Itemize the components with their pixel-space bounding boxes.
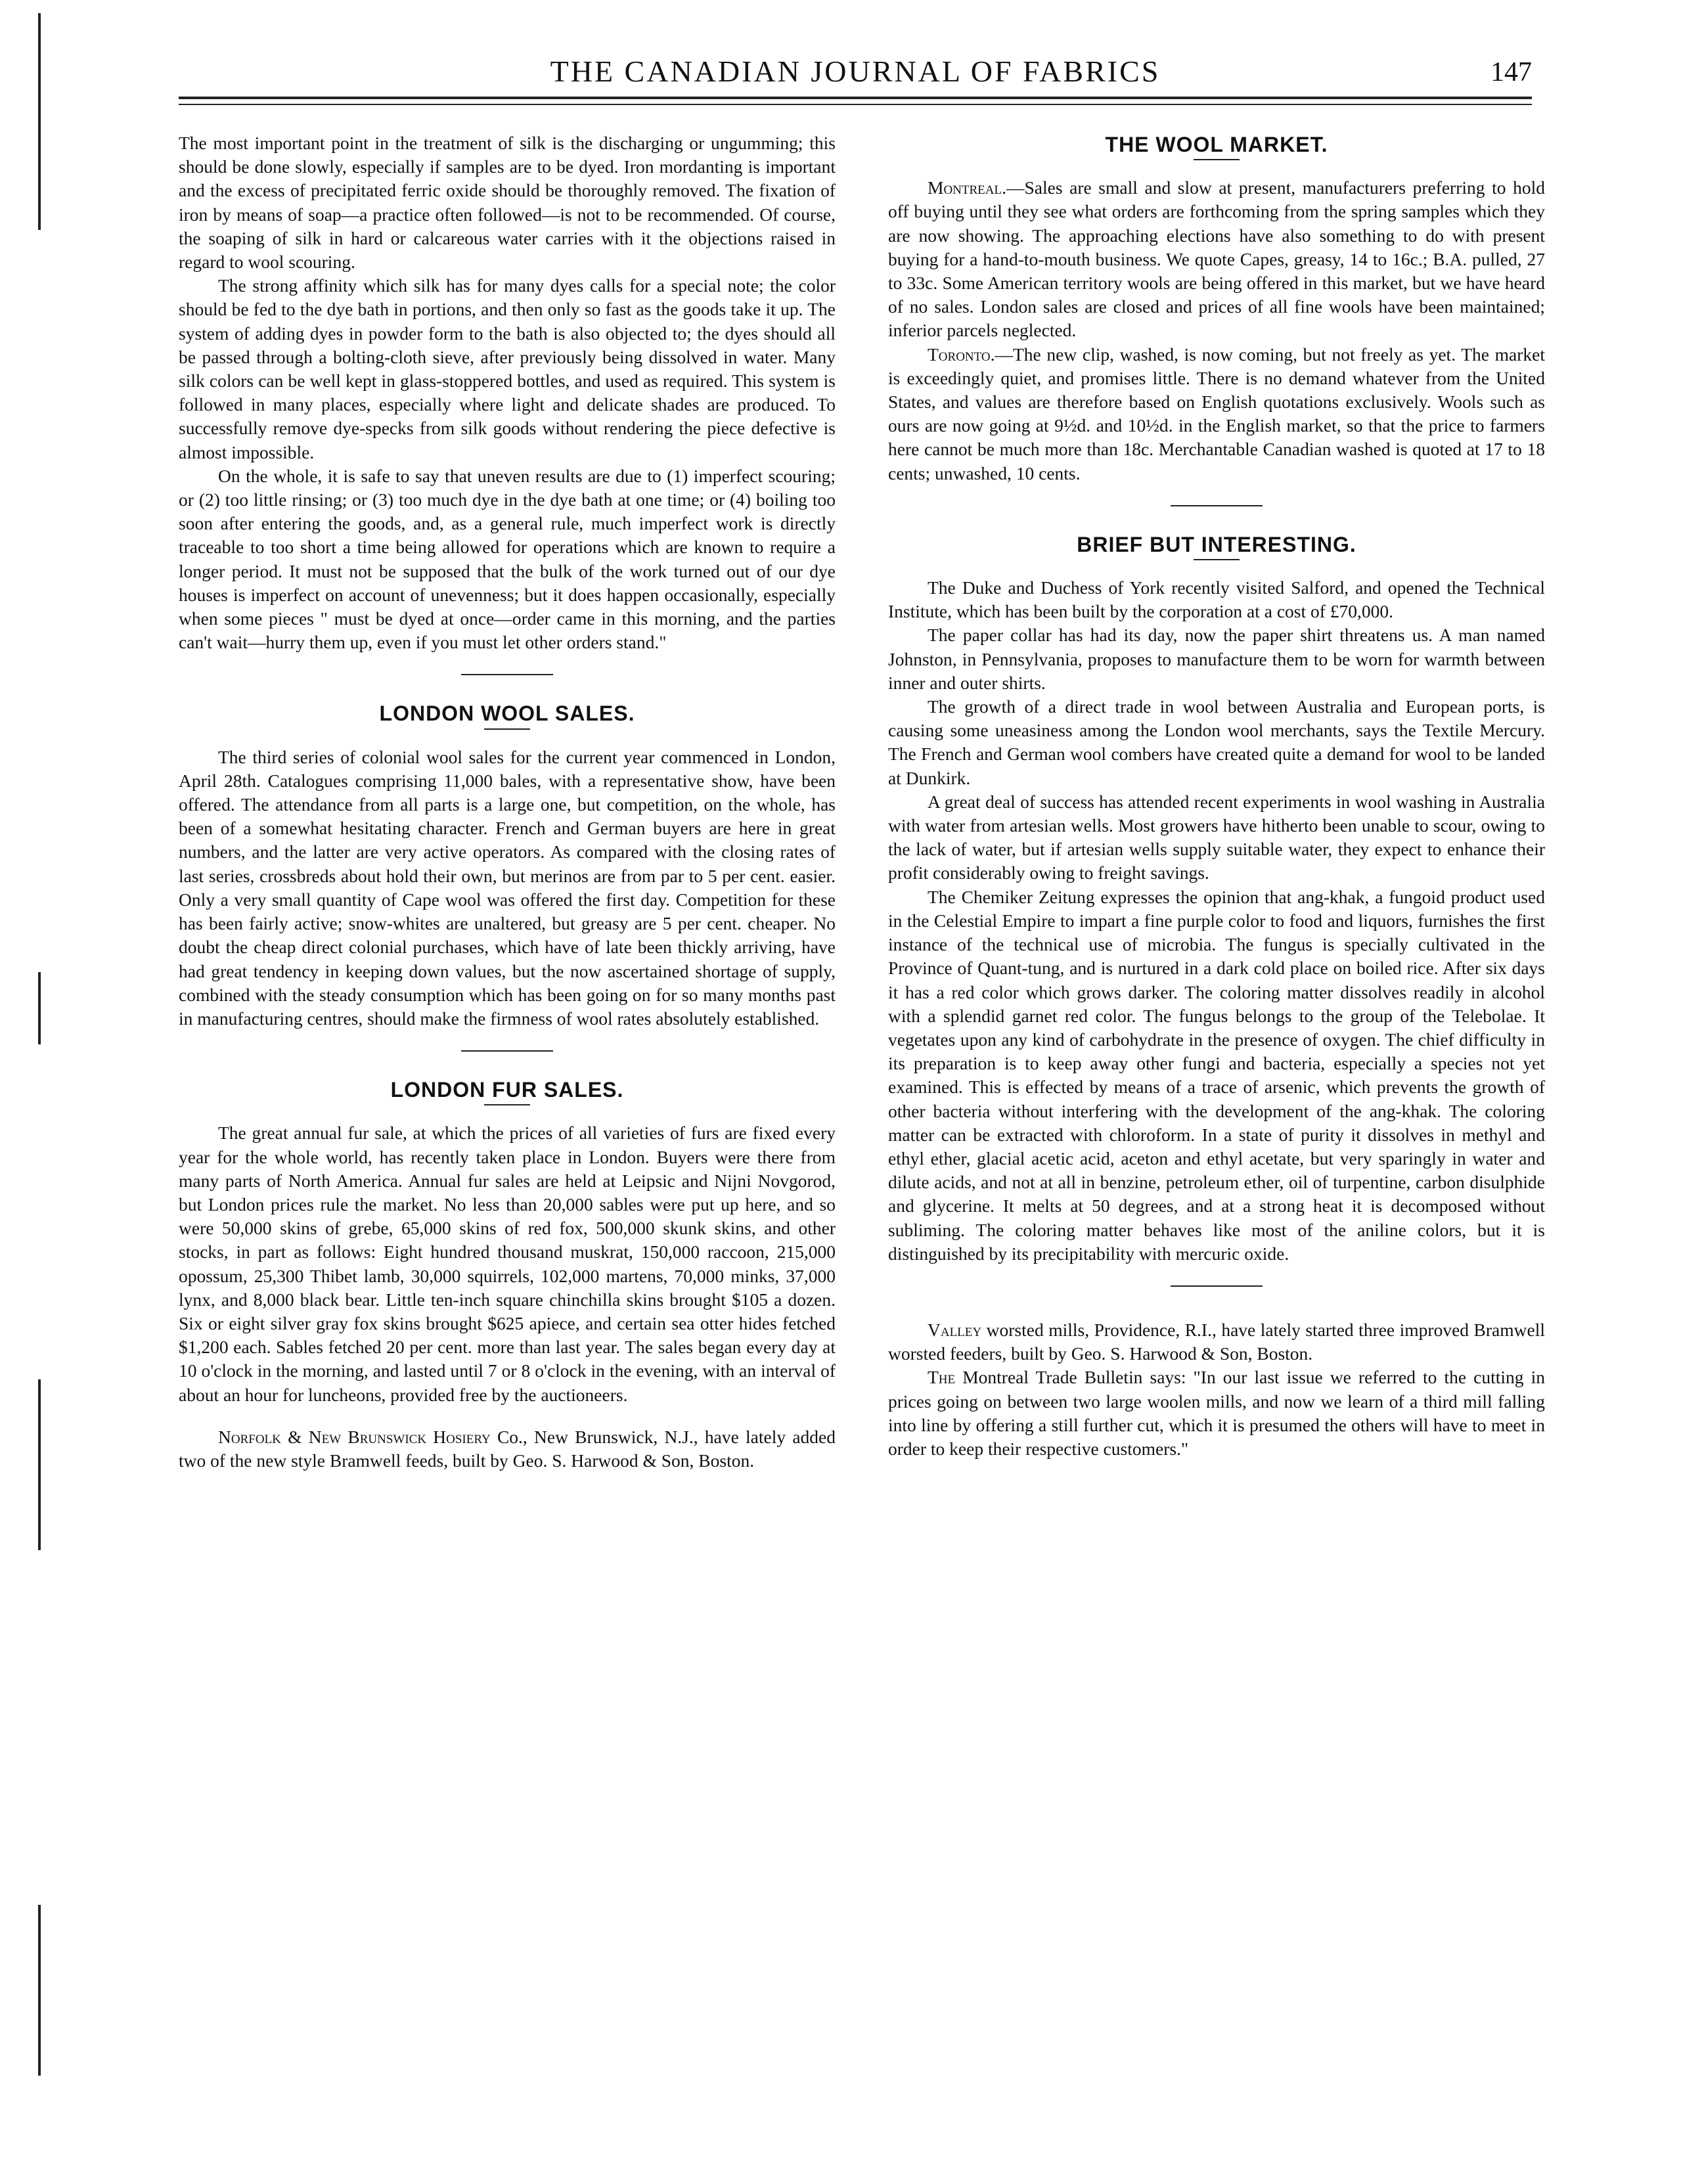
right-column [888, 131, 1545, 1461]
trade-bulletin-notice [888, 1366, 1545, 1461]
heading-underline [1194, 159, 1240, 160]
norfolk-lead: Norfolk & New Brunswick Hosiery [218, 1426, 491, 1447]
section-separator [461, 674, 553, 675]
fur-sales-heading: LONDON FUR SALES. [390, 1078, 624, 1102]
wool-market-heading: THE WOOL MARKET. [1105, 133, 1328, 156]
brief-paragraph-paper-collar: The paper collar has had its day, now the paper shirt threatens us. A man named Johnston, in Pennsylvania, proposes to manufacture them to be worn for warmth between inner and outer shirts. [888, 625, 1545, 693]
toronto-text: —The new clip, washed, is now coming, but not freely as yet. The market is exceedingly quiet, and promises little. There is no demand whatever from the United States, and values are therefore based on English quotations exclusively. Wools such as ours are now going at 9½d. and 10½d. in the English market, so that the price to farmers here cannot be much more than 18c. Merchantable Canadian washed is quoted at 17 to 18 cents; unwashed, 10 cents. [888, 344, 1545, 483]
wool-sales-heading: LONDON WOOL SALES. [379, 702, 635, 726]
montreal-text: —Sales are small and slow at present, manufacturers preferring to hold off buying until they see what orders are forthcoming from the spring samples which they are now showing. The approaching elections have also something to do with present buying for a hand-to-mouth business. We quote Capes, greasy, 14 to 16c.; B.A. pulled, 27 to 33c. Some American territory wools are being offered in this market, but we have heard of no sales. London sales are closed and prices of all fine wools have been maintained; inferior parcels neglected. [888, 177, 1545, 341]
header-rule-thick [179, 97, 1532, 99]
valley-notice [888, 1318, 1545, 1366]
heading-underline [1194, 559, 1240, 560]
silk-paragraph-2: The strong affinity which silk has for many dyes calls for a special note; the color should be fed to the dye bath in portions, and then only so fast as the goods take it up. The system of adding dyes in powder form to the bath is also objected to; the dyes should all be passed through a bolting-cloth sieve, after previously being dissolved in water. Many silk colors can be well kept in glass-stoppered bottles, and used as required. This system is followed in many places, especially where light and delicate shades are produced. To successfully remove dye-specks from silk goods without rendering the piece defective is almost impossible. [179, 275, 836, 462]
silk-paragraph-1: The most important point in the treatment of silk is the discharging or ungumming; this should be done slowly, especially if samples are to be dyed. Iron mordanting is important and the excess of precipitated ferric oxide should be thoroughly removed. The fixation of iron by means of soap—a practice often followed—is not to be recommended. Of course, the soaping of silk in hard or calcareous water carries with it the objections raised in regard to wool scouring. [179, 133, 836, 273]
section-separator [461, 1050, 553, 1052]
brief-paragraph-wool-trade: The growth of a direct trade in wool between Australia and European ports, is causing some uneasiness among the London wool merchants, says the Textile Mercury. The French and German wool combers have created quite a demand for wool to be landed at Dunkirk. [888, 696, 1545, 788]
heading-underline [484, 1104, 530, 1105]
silk-paragraph-3: On the whole, it is safe to say that uneven results are due to (1) imperfect scouring; or (2) too little rinsing; or (3) too much dye in the dye bath at one time; or (4) boiling too soon after entering the goods, and, as a general rule, much imperfect work is directly traceable to too short a time being allowed for operations which are known to require a longer period. It must not be supposed that the bulk of the work turned out of our dye houses is imperfect on account of unevenness; but it does happen occasionally, especially when some pieces " must be dyed at once—order came in this morning, and the parties can't wait—hurry them up, even if you must let other orders stand." [179, 465, 836, 653]
toronto-paragraph [888, 343, 1545, 485]
toronto-lead: Toronto. [928, 344, 995, 365]
page-header [179, 54, 1532, 100]
brief-heading: BRIEF BUT INTERESTING. [1077, 532, 1356, 556]
brief-paragraph-ang-khak: The Chemiker Zeitung expresses the opinion that ang-khak, a fungoid product used in the Celestial Empire to impart a fine purple color to food and liquors, furnishes the first instance of the technical use of microbia. The fungus is specially cultivated in the Province of Quant-tung, and is nurtured in a dark cold place on boiled rice. After six days it has a red color which grows darker. The coloring matter dissolves readily in alcohol with a splendid garnet red color. The fungus belongs to the group of the Telebolae. It vegetates upon any kind of carbohydrate in the presence of oxygen. The chief difficulty in its preparation is to keep away other fungi and bacteria, especially a species not yet examined. This is effected by means of a trace of arsenic, which prevents the growth of other bacteria without interfering with the development of the ang-khak. The coloring matter can be extracted with chloroform. In a state of purity it dissolves in methyl and ethyl ether, glacial acetic acid, aceton and ethyl acetate, but very sparingly in water and dilute acids, and not at all in benzine, petroleum ether, oil of turpentine, carbon disulphide and glycerine. It melts at 50 degrees, and at a strong heat it is decomposed without subliming. The coloring matter behaves like most of the aniline colors, but it is distinguished by its precipitability with mercuric oxide. [888, 886, 1545, 1264]
journal-title: THE CANADIAN JOURNAL OF FABRICS [550, 55, 1161, 88]
section-separator [1171, 505, 1263, 506]
section-separator [1171, 1285, 1263, 1287]
trade-bulletin-lead: The [928, 1367, 956, 1388]
valley-lead: Valley [928, 1319, 982, 1340]
valley-text: worsted mills, Providence, R.I., have lately started three improved Bramwell worsted feeders, built by Geo. S. Harwood & Son, Boston. [888, 1319, 1545, 1364]
scan-margin-mark [38, 13, 41, 230]
trade-bulletin-text: Montreal Trade Bulletin says: "In our last issue we referred to the cutting in prices going on between two large woolen mills, and now we learn of a third mill falling into line by offering a still further cut, which it is presumed the others will have to meet in order to keep their respective customers." [888, 1367, 1545, 1459]
page-number: 147 [1490, 57, 1532, 87]
scan-margin-mark [38, 972, 41, 1044]
norfolk-text: Co., New Brunswick, N.J., have lately added two of the new style Bramwell feeds, built by Geo. S. Harwood & Son, Boston. [179, 1426, 836, 1471]
montreal-paragraph [888, 176, 1545, 342]
header-rule-thin [179, 104, 1532, 105]
norfolk-notice [179, 1425, 836, 1473]
brief-paragraph-artesian: A great deal of success has attended recent experiments in wool washing in Australia with water from artesian wells. Most growers have hitherto been unable to scour, owing to the lack of water, but if artesian wells supply suitable water, they expect to enhance their profit considerably owing to freight savings. [888, 791, 1545, 883]
scan-margin-mark [38, 1905, 41, 2076]
brief-paragraph-york: The Duke and Duchess of York recently visited Salford, and opened the Technical Institute, which has been built by the corporation at a cost of £70,000. [888, 577, 1545, 622]
heading-underline [484, 728, 530, 730]
left-column [179, 131, 836, 1473]
fur-sales-paragraph: The great annual fur sale, at which the prices of all varieties of furs are fixed every year for the whole world, has recently taken place in London. Buyers were there from many parts of North America. Annual fur sales are held at Leipsic and Nijni Novgorod, but London prices rule the market. No less than 20,000 sables were put up here, and so were 50,000 skins of grebe, 65,000 skins of red fox, 500,000 skunk skins, and other stocks, in part as follows: Eight hundred thousand muskrat, 150,000 raccoon, 215,000 opossum, 25,300 Thibet lamb, 30,000 squirrels, 102,000 martens, 70,000 minks, 37,000 lynx, and 8,000 black bear. Little ten-inch square chinchilla skins brought $105 a dozen. Six or eight silver gray fox skins brought $625 apiece, and certain sea otter hides fetched $1,200 each. Sables fetched 20 per cent. more than last year. The sales began every day at 10 o'clock in the morning, and lasted until 7 or 8 o'clock in the evening, with an interval of about an hour for luncheons, provided free by the auctioneers. [179, 1123, 836, 1405]
montreal-lead: Montreal. [928, 177, 1006, 198]
wool-sales-paragraph: The third series of colonial wool sales for the current year commenced in London, April 28th. Catalogues comprising 11,000 bales, with a representative show, have been offered. The attendance from all parts is a large one, but competition, on the whole, has been of a somewhat hesitating character. French and German buyers are here in great numbers, and the latter are very active operators. As compared with the closing rates of last series, crossbreds about hold their own, but merinos are from par to 5 per cent. easier. Only a very small quantity of Cape wool was offered the first day. Competition for these has been fairly active; snow-whites are unaltered, but greasy are 5 per cent. cheaper. No doubt the cheap direct colonial purchases, which have of late been thickly arriving, have had great tendency in keeping down values, but the now ascertained shortage of supply, combined with the steady consumption which has been going on for so many months past in manufacturing centres, should make the firmness of wool rates absolutely established. [179, 746, 836, 1029]
scan-margin-mark [38, 1379, 41, 1550]
